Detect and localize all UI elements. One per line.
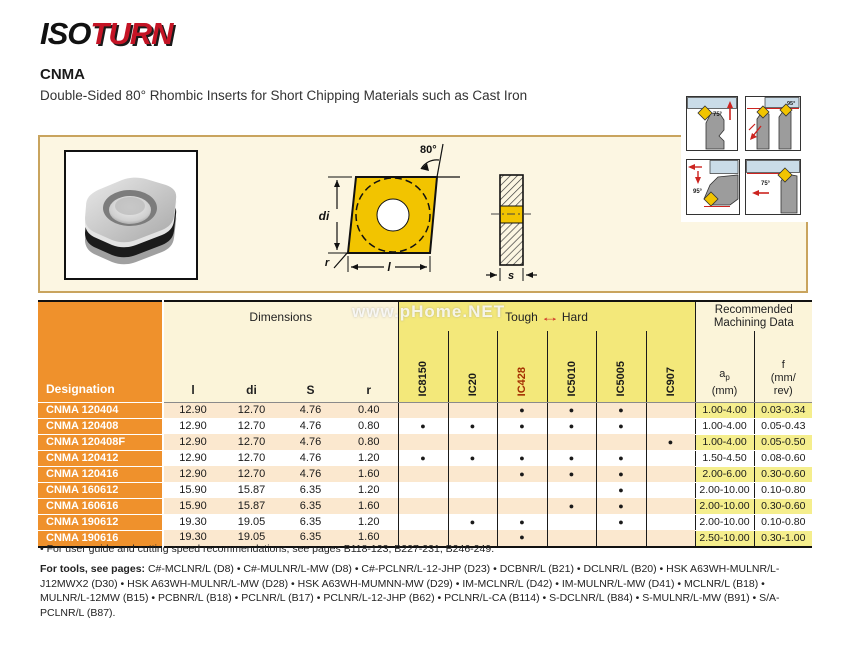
grade-dot-ic907 [646,482,695,498]
grade-dot-ic5005: ● [596,514,646,530]
grade-dot-ic8150 [398,514,448,530]
grade-dot-ic8150: ● [398,418,448,434]
grade-header-ic20: IC20 [448,331,497,402]
grade-dot-ic8150 [398,402,448,418]
grade-dot-ic20 [448,498,497,514]
grade-header-ic8150: IC8150 [398,331,448,402]
designation-cell: CNMA 120404 [38,402,163,418]
dim-di-cell: 12.70 [222,402,281,418]
grade-dot-ic5005 [596,434,646,450]
logo-turn: TURN [90,16,173,51]
table-body [38,402,812,547]
diagram-angle-label: 95° [693,189,703,195]
grade-dot-ic5010 [547,514,596,530]
diagram-angle-label: 95° [787,101,796,107]
application-diagram-75-2 [745,159,801,215]
insert-photo [64,150,198,280]
dim-di-cell: 12.70 [222,418,281,434]
dim-s-cell: 4.76 [281,402,340,418]
grade-dot-ic8150 [398,482,448,498]
grade-dot-ic428: ● [497,530,547,547]
dim-r-cell: 1.20 [340,482,398,498]
table-row [38,498,812,514]
designation-cell: CNMA 190616 [38,530,163,547]
application-diagram-95-2 [686,159,740,215]
logo-iso: ISO [40,16,91,51]
grade-dot-ic428 [497,498,547,514]
grade-dot-ic5010: ● [547,402,596,418]
f-cell: 0.10-0.80 [754,482,812,498]
dim-l-cell: 15.90 [163,482,222,498]
dim-r-cell: 1.20 [340,514,398,530]
dim-di-cell: 19.05 [222,530,281,547]
drawing-r-label: r [324,257,330,269]
dim-r-cell: 1.60 [340,498,398,514]
ap-cell: 1.50-4.50 [695,450,754,466]
dim-s-cell: 6.35 [281,530,340,547]
grade-dot-ic5005: ● [596,482,646,498]
machining-header-line2: Machining Data [713,316,794,329]
application-diagram-95-1 [745,96,801,151]
dim-s-cell: 6.35 [281,482,340,498]
dim-di-cell: 12.70 [222,466,281,482]
ap-cell: 1.00-4.00 [695,418,754,434]
drawing-l-label: l [387,260,391,274]
designation-cell: CNMA 120412 [38,450,163,466]
ap-cell: 2.00-10.00 [695,498,754,514]
dim-r-cell: 0.40 [340,402,398,418]
dim-r-cell: 0.80 [340,434,398,450]
dim-di-cell: 15.87 [222,498,281,514]
grade-dot-ic907 [646,514,695,530]
drawing-s-label: s [507,270,515,282]
ap-cell: 1.00-4.00 [695,402,754,418]
table-row [38,514,812,530]
f-cell: 0.30-1.00 [754,530,812,547]
table-row [38,482,812,498]
page-subtitle: Double-Sided 80° Rhombic Inserts for Short Chipping Materials such as Cast Iron [40,88,528,103]
column-header-r: r [340,331,398,402]
dim-l-cell: 19.30 [163,514,222,530]
ap-cell: 2.00-6.00 [695,466,754,482]
f-cell: 0.05-0.43 [754,418,812,434]
grade-dot-ic428: ● [497,450,547,466]
ap-cell: 2.00-10.00 [695,514,754,530]
ap-cell: 2.50-10.00 [695,530,754,547]
tools-note-list: C#-MCLNR/L (D8) • C#-MULNR/L-MW (D8) • C#-PCLNR/L-12-JHP (D23) • DCBNR/L (B21) • DCLNR/L (B20) • HSK A63WH-MULNR/L-J12MWX2 (D30) • HSK A63WH-MULNR/L-MW (D28) • HSK A63WH-MUMNN-MW (D29) • IM-MCLNR/L (D42) • IM-MULNR/L-MW (D41) • MCLNR/L (B18) • MULNR/L-12MW (B15) • PCBNR/L (B18) • PCLNR/L (B17) • PCLNR/L-12-JHP (B62) • PCLNR/L-CA (B114) • S-DCLNR/L (B84) • S-MULNR/L-MW (B91) • S/A-PCLNR/L (B87). [40,563,780,619]
watermark: www.pHome.NET [352,302,506,321]
grade-dot-ic907 [646,402,695,418]
designation-cell: CNMA 120416 [38,466,163,482]
grade-dot-ic5010: ● [547,498,596,514]
grade-dot-ic5005: ● [596,466,646,482]
grade-dot-ic428 [497,482,547,498]
grade-dot-ic5010 [547,434,596,450]
dimension-drawing [300,138,585,290]
grade-header-ic5005: IC5005 [596,331,646,402]
drawing-di-label: di [318,209,330,223]
grade-header-ic428: IC428 [497,331,547,402]
ap-cell: 2.00-10.00 [695,482,754,498]
dim-s-cell: 6.35 [281,514,340,530]
grade-dot-ic20: ● [448,514,497,530]
f-cell: 0.30-0.60 [754,498,812,514]
table-row [38,466,812,482]
grade-dot-ic428 [497,434,547,450]
dim-l-cell: 12.90 [163,450,222,466]
column-header-l: l [163,331,222,402]
grade-dot-ic20 [448,482,497,498]
dim-r-cell: 1.20 [340,450,398,466]
designation-cell: CNMA 190612 [38,514,163,530]
dim-di-cell: 12.70 [222,450,281,466]
dim-l-cell: 12.90 [163,418,222,434]
column-header-ap: $a_p$ (mm) [695,331,754,402]
dim-l-cell: 15.90 [163,498,222,514]
grade-dot-ic8150 [398,498,448,514]
dim-s-cell: 4.76 [281,450,340,466]
grade-dot-ic20: ● [448,418,497,434]
tough-hard-arrow-icon: ↔ [539,309,561,324]
grade-dot-ic5005: ● [596,402,646,418]
grade-dot-ic5005: ● [596,498,646,514]
dim-l-cell: 12.90 [163,466,222,482]
hard-label: Hard [561,309,588,324]
grade-dot-ic20: ● [448,450,497,466]
grade-dot-ic5005: ● [596,450,646,466]
dim-l-cell: 12.90 [163,402,222,418]
grade-dot-ic8150: ● [398,450,448,466]
grade-dot-ic907 [646,450,695,466]
table-row [38,450,812,466]
grade-dot-ic428: ● [497,418,547,434]
insert-table-wrapper [38,300,812,548]
grade-dot-ic5010: ● [547,450,596,466]
grade-dot-ic5010: ● [547,418,596,434]
ap-cell: 1.00-4.00 [695,434,754,450]
grade-dot-ic907 [646,498,695,514]
designation-cell: CNMA 160616 [38,498,163,514]
insert-photo-graphic [66,152,192,274]
dim-l-cell: 19.30 [163,530,222,547]
grade-dot-ic8150 [398,434,448,450]
table-row [38,434,812,450]
grade-header-ic5010: IC5010 [547,331,596,402]
f-cell: 0.03-0.34 [754,402,812,418]
designation-cell: CNMA 120408F [38,434,163,450]
grade-dot-ic5010: ● [547,466,596,482]
f-cell: 0.10-0.80 [754,514,812,530]
tools-note [40,562,812,620]
drawing-angle-label: 80° [420,144,437,156]
tough-label: Tough [505,309,538,324]
column-header-di: di [222,331,281,402]
column-header-s: S [281,331,340,402]
dim-s-cell: 4.76 [281,434,340,450]
machining-data-header [695,301,812,331]
designation-cell: CNMA 120408 [38,418,163,434]
dim-r-cell: 0.80 [340,418,398,434]
dim-s-cell: 4.76 [281,418,340,434]
f-cell: 0.05-0.50 [754,434,812,450]
designation-header: Designation [38,301,163,402]
dim-di-cell: 12.70 [222,434,281,450]
grade-dot-ic5010 [547,482,596,498]
dim-l-cell: 12.90 [163,434,222,450]
isoturn-logo [40,16,173,52]
grade-dot-ic907: ● [646,434,695,450]
insert-table [38,300,812,548]
dim-r-cell: 1.60 [340,530,398,547]
dimensions-header: Dimensions [163,301,398,331]
grade-dot-ic20 [448,402,497,418]
machining-header-line1: Recommended [714,303,793,316]
dim-r-cell: 1.60 [340,466,398,482]
dim-di-cell: 19.05 [222,514,281,530]
diagram-angle-label: 75° [761,181,771,187]
grade-dot-ic8150 [398,466,448,482]
diagram-angle-label: 75° [713,112,723,118]
grade-dot-ic20 [448,434,497,450]
dim-s-cell: 6.35 [281,498,340,514]
table-row [38,402,812,418]
tools-note-label: For tools, see pages: [40,563,146,575]
application-diagrams [681,90,809,222]
f-cell: 0.30-0.60 [754,466,812,482]
grade-dot-ic907 [646,418,695,434]
f-cell: 0.08-0.60 [754,450,812,466]
user-guide-note: • For user guide and cutting speed recommendations, see pages B118-123, B227-231, B246-249. [40,543,495,555]
grade-dot-ic428: ● [497,402,547,418]
column-header-f: f (mm/ rev) [754,331,812,402]
grade-dot-ic907 [646,466,695,482]
table-row [38,418,812,434]
grade-dot-ic20 [448,466,497,482]
application-diagram-75-1 [686,96,738,151]
grade-dot-ic428: ● [497,514,547,530]
designation-cell: CNMA 160612 [38,482,163,498]
grade-dot-ic428: ● [497,466,547,482]
grade-dot-ic5005: ● [596,418,646,434]
page-title: CNMA [40,66,85,83]
dim-s-cell: 4.76 [281,466,340,482]
dim-di-cell: 15.87 [222,482,281,498]
grade-header-ic907: IC907 [646,331,695,402]
